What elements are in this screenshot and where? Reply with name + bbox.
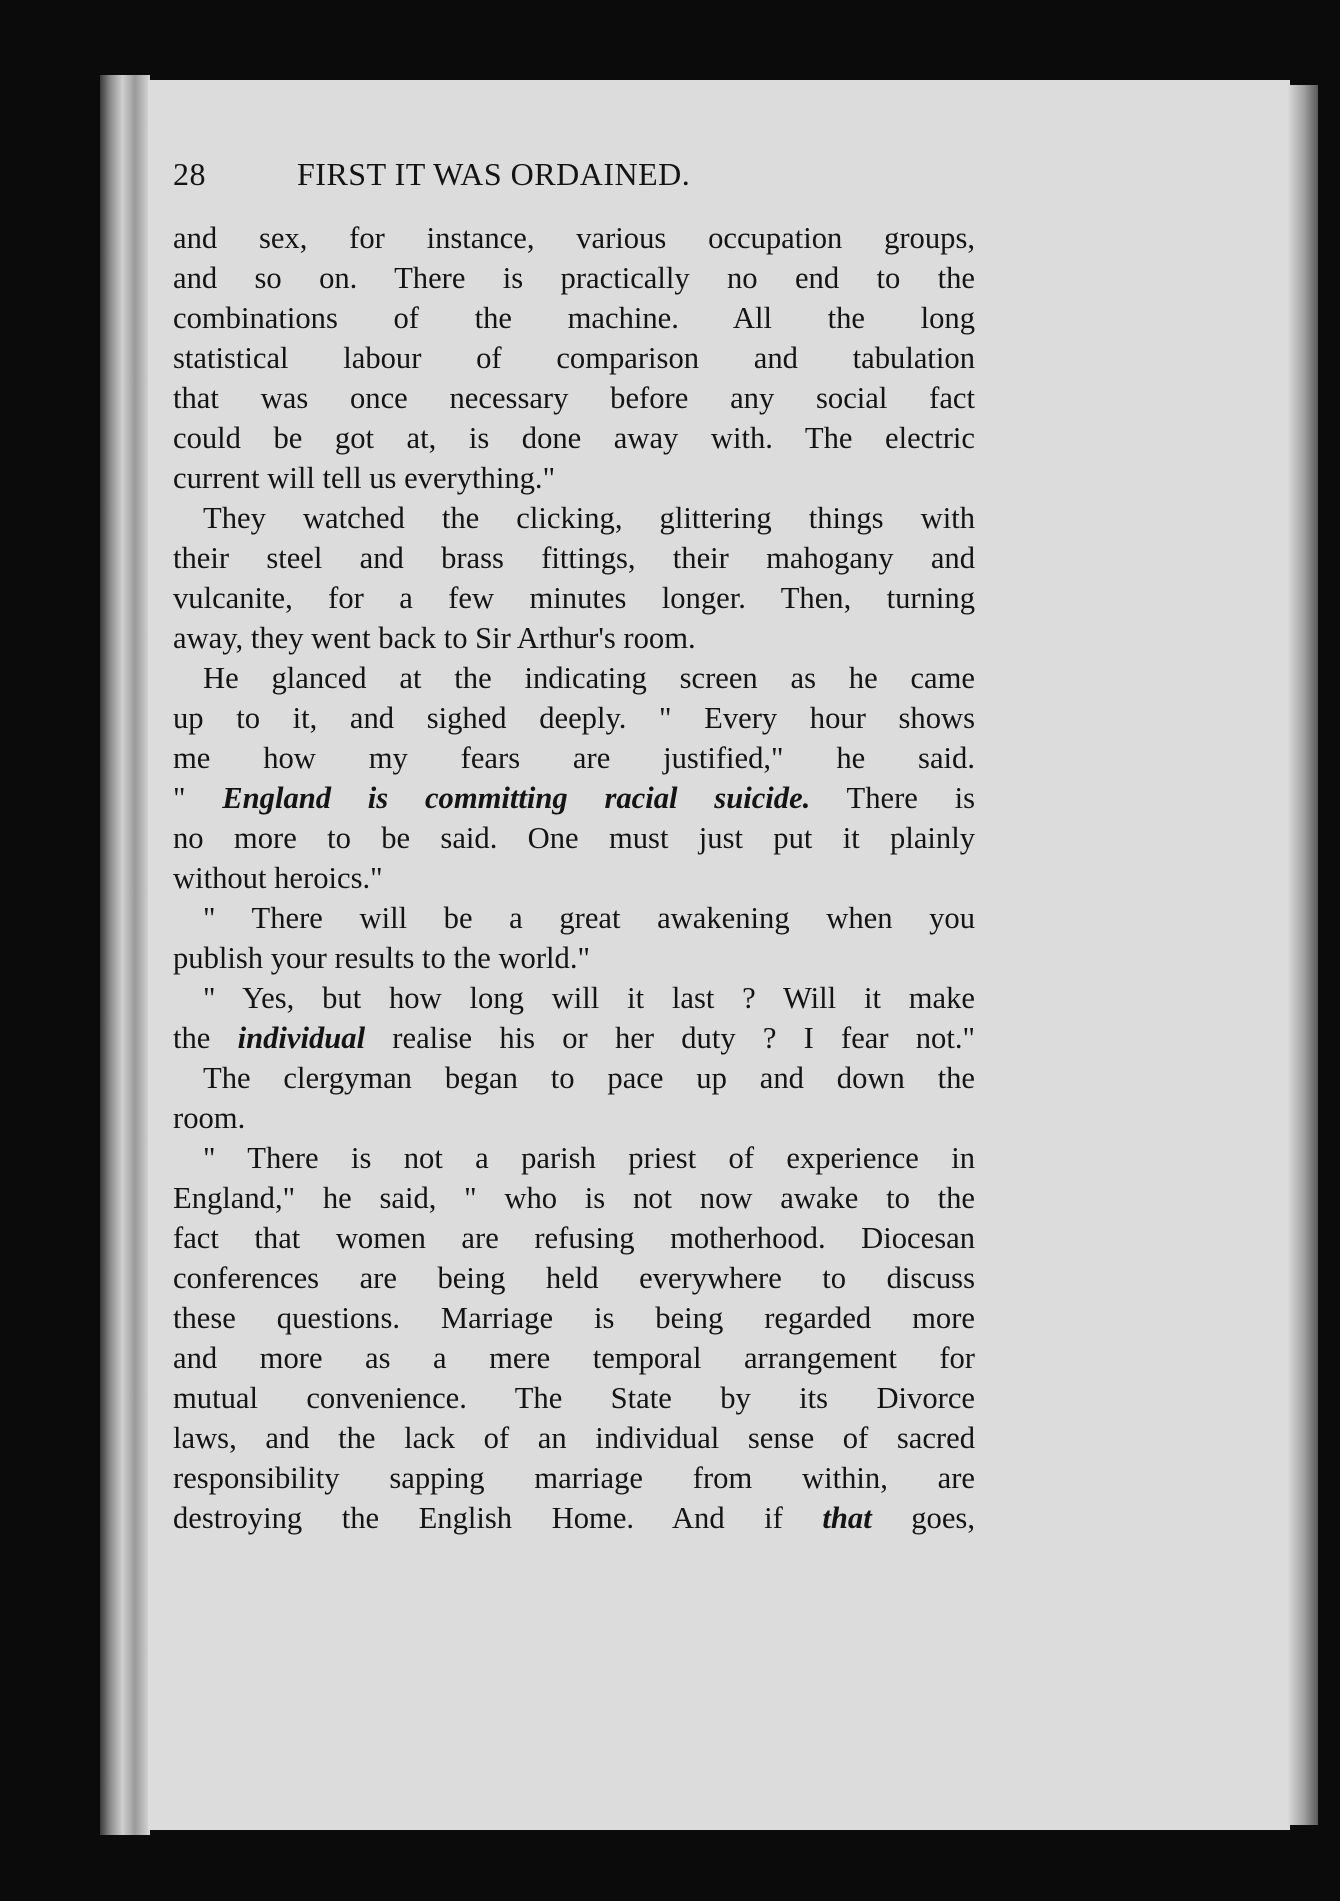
line-remainder: There is — [810, 781, 975, 815]
text-line: their steel and brass fittings, their mahogany and — [173, 541, 975, 575]
paragraph-4 — [173, 898, 975, 978]
text-line: statistical labour of comparison and tabulation — [173, 341, 975, 375]
paragraph-7 — [173, 1138, 975, 1538]
text-line: He glanced at the indicating screen as he came — [203, 661, 975, 695]
text-line: fact that women are refusing motherhood. Diocesan — [173, 1221, 975, 1255]
open-quote: " — [173, 781, 223, 815]
text-line: mutual convenience. The State by its Divorce — [173, 1381, 975, 1415]
text-line: that was once necessary before any social fact — [173, 381, 975, 415]
text-line: room. — [173, 1101, 246, 1135]
text-line: " There is not a parish priest of experience in — [203, 1141, 975, 1175]
text-line: and more as a mere temporal arrangement for — [173, 1341, 975, 1375]
text-line: " Yes, but how long will it last ? Will it make — [203, 981, 975, 1015]
paragraph-6 — [173, 1058, 975, 1138]
page-number: 28 — [173, 156, 206, 192]
text-line: without heroics." — [173, 861, 383, 895]
text-line — [173, 1498, 975, 1538]
text-line: these questions. Marriage is being regarded more — [173, 1301, 975, 1335]
paragraph-1 — [173, 218, 975, 498]
line-remainder: realise his or her duty ? I fear not." — [365, 1021, 975, 1055]
text-line: laws, and the lack of an individual sense of sacred — [173, 1421, 975, 1455]
text-line: The clergyman began to pace up and down the — [203, 1061, 975, 1095]
emphasis-text: individual — [237, 1021, 366, 1055]
line-start: destroying the English Home. And if — [173, 1501, 823, 1535]
text-line: and so on. There is practically no end to the — [173, 261, 975, 295]
line-start: the — [173, 1021, 238, 1055]
text-line: responsibility sapping marriage from within, are — [173, 1461, 975, 1495]
text-line: me how my fears are justified," he said. — [173, 741, 975, 775]
text-line: and sex, for instance, various occupation groups, — [173, 221, 975, 255]
text-line: publish your results to the world." — [173, 941, 590, 975]
emphasis-text: England is committing racial suicide. — [222, 781, 811, 815]
paragraph-2 — [173, 498, 975, 658]
line-remainder: goes, — [871, 1501, 975, 1535]
emphasis-text: that — [822, 1501, 872, 1535]
text-line — [173, 778, 975, 818]
text-line: conferences are being held everywhere to discuss — [173, 1261, 975, 1295]
text-line: up to it, and sighed deeply. " Every hour shows — [173, 701, 975, 735]
running-head — [173, 156, 975, 218]
text-line: vulcanite, for a few minutes longer. Then, turning — [173, 581, 975, 615]
text-line: " There will be a great awakening when you — [203, 901, 975, 935]
page-content — [173, 156, 975, 1538]
text-line — [173, 1018, 975, 1058]
paragraph-5 — [173, 978, 975, 1058]
text-line: current will tell us everything." — [173, 461, 556, 495]
page-stack-edge — [1288, 85, 1318, 1825]
text-line: They watched the clicking, glittering things with — [203, 501, 975, 535]
running-title: FIRST IT WAS ORDAINED. — [297, 156, 691, 192]
text-line: England," he said, " who is not now awake to the — [173, 1181, 975, 1215]
text-line: away, they went back to Sir Arthur's room. — [173, 621, 696, 655]
text-line: could be got at, is done away with. The electric — [173, 421, 975, 455]
book-binding-edge — [100, 75, 150, 1835]
text-line: combinations of the machine. All the long — [173, 301, 975, 335]
text-line: no more to be said. One must just put it plainly — [173, 821, 975, 855]
paragraph-3 — [173, 658, 975, 898]
